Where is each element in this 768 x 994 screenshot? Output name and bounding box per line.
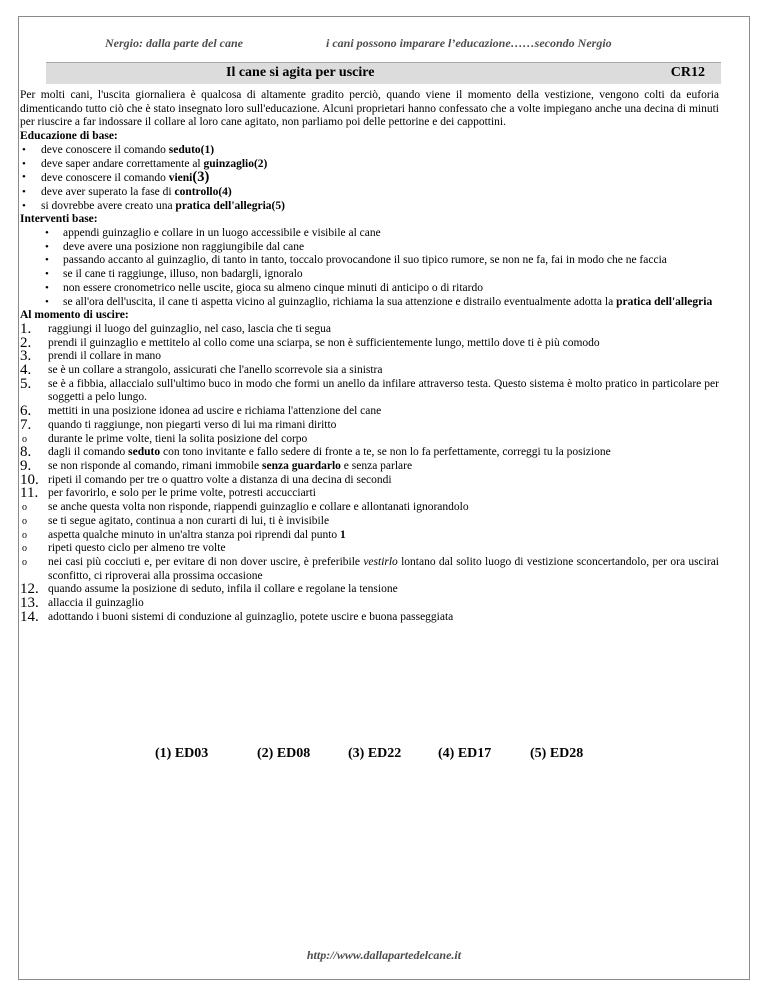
document-code: CR12 — [670, 65, 705, 80]
step-item: 2. prendi il guinzaglio e mettitelo al collo come una sciarpa, se non è sufficientemente lungo, mettilo dove ti è più comodo — [20, 334, 600, 351]
list-item: • si dovrebbe avere creato una pratica dell'allegria(5) — [20, 200, 719, 214]
reference-5: (5) ED28 — [530, 746, 584, 761]
sub-item: o se anche questa volta non risponde, riappendi guinzaglio e collare e allontanati ignorandolo — [20, 501, 719, 515]
reference-1: (1) ED03 — [155, 746, 209, 761]
sub-item: o nei casi più cocciuti e, per evitare di non dover uscire, è preferibile vestirlo lontano dal solito luogo di vestizione sconcertandolo, per ora uscirai sconfitto, ci riproverai alla prossima occasione — [20, 556, 719, 583]
reference-4: (4) ED17 — [438, 746, 492, 761]
sub-list — [20, 433, 719, 447]
list-item: • appendi guinzaglio e collare in un luogo accessibile e visibile al cane — [20, 227, 719, 241]
step-item: 13. allaccia il guinzaglio — [20, 595, 144, 612]
sub-item: o ripeti questo ciclo per almeno tre volte — [20, 542, 719, 556]
document-title: Il cane si agita per uscire — [226, 65, 375, 80]
list-steps — [20, 320, 719, 625]
step-item: 11. per favorirlo, e solo per le prime volte, potresti accucciarti o se anche questa volta non risponde, riappendi guinzaglio e collare e allontanati ignorandolo o se ti segue agitato, continua a non curarti di lui, ti è invisibile o aspetta qualche minuto in un'altra stanza poi riprendi dal punto 1 o ripeti questo ciclo per almeno tre volte o nei casi più cocciuti e, per evitare di non dover uscire, è preferibile vestirlo lontano dal solito luogo di vestizione sconcertandolo, per ora uscirai sconfitto, ci riproverai alla prossima occasione — [20, 487, 719, 583]
reference-3: (3) ED22 — [348, 746, 402, 761]
step-item: 1. raggiungi il luogo del guinzaglio, nel caso, lascia che ti segua — [20, 320, 331, 337]
step-item: 14. adottando i buoni sistemi di conduzione al guinzaglio, potete uscire e buona passeggiata — [20, 608, 454, 625]
reference-2: (2) ED08 — [257, 746, 311, 761]
list-item: • non essere cronometrico nelle uscite, gioca su almeno cinque minuti di anticipo o di ritardo — [20, 282, 719, 296]
heading-uscire: Al momento di uscire: — [20, 309, 129, 322]
list-item: • deve conoscere il comando seduto(1) — [20, 144, 719, 158]
step-item: 8. dagli il comando seduto con tono invitante e fallo sedere di fronte a te, se non lo fa perfettamente, correggi tu la posizione — [20, 444, 611, 461]
step-item: 5. se è a fibbia, allaccialo sull'ultimo buco in modo che formi un anello da infilare attraverso testa. Questo sistema è molto pratico in particolare per soggetti a pelo lungo. — [20, 375, 719, 404]
list-educazione — [20, 144, 719, 214]
intro-paragraph: Per molti cani, l'uscita giornaliera è qualcosa di altamente gradito perciò, quando viene il momento della vestizione, vengono colti da euforia dimenticando tutto ciò che è stato insegnato loro sull'educazione. Alcuni proprietari hanno confessato che a volte impiegano anche una decina di minuti per riuscire a far indossare il collare al loro cane agitato, non parliamo poi delle pettorine e dei cappottini. — [20, 89, 719, 129]
list-item: • se il cane ti raggiunge, illuso, non badargli, ignoralo — [20, 268, 719, 282]
list-item: • deve aver superato la fase di controllo(4) — [20, 186, 719, 200]
step-item: 9. se non risponde al comando, rimani immobile senza guardarlo e senza parlare — [20, 457, 413, 474]
list-item: • se all'ora dell'uscita, il cane ti aspetta vicino al guinzaglio, richiama la sua attenzione e distrailo eventualmente adotta la pratica dell'allegria — [20, 296, 719, 310]
sub-item: o durante le prime volte, tieni la solita posizione del corpo — [20, 433, 719, 447]
step-item: 3. prendi il collare in mano — [20, 348, 162, 365]
list-interventi — [20, 227, 719, 309]
heading-interventi: Interventi base: — [20, 213, 98, 226]
footer-url: http://www.dallapartedelcane.it — [306, 948, 462, 962]
document-body — [20, 89, 719, 624]
heading-educazione: Educazione di base: — [20, 130, 118, 143]
list-item: • passando accanto al guinzaglio, di tanto in tanto, toccalo provocandone il suo tipico rumore, se non ne fa, fai in modo che ne faccia — [20, 254, 719, 268]
step-item: 4. se è un collare a strangolo, assicurati che l'anello scorrevole sia a sinistra — [20, 362, 383, 379]
step-item: 10. ripeti il comando per tre o quattro volte a distanza di una decina di secondi — [20, 471, 392, 488]
title-bar — [46, 62, 721, 84]
step-item: 12. quando assume la posizione di seduto, infila il collare e regolane la tensione — [20, 581, 398, 598]
sub-list — [20, 501, 719, 583]
header-right: i cani possono imparare l’educazione……secondo Nergio — [326, 36, 612, 50]
list-item: • deve saper andare correttamente al guinzaglio(2) — [20, 158, 719, 172]
sub-item: o aspetta qualche minuto in un'altra stanza poi riprendi dal punto 1 — [20, 529, 719, 543]
sub-item: o se ti segue agitato, continua a non curarti di lui, ti è invisibile — [20, 515, 719, 529]
list-item: • deve avere una posizione non raggiungibile dal cane — [20, 241, 719, 255]
step-item: 6. mettiti in una posizione idonea ad uscire e richiama l'attenzione del cane — [20, 403, 382, 420]
list-item: • deve conoscere il comando vieni(3) — [20, 171, 719, 186]
step-item: 7. quando ti raggiunge, non piegarti verso di lui ma rimani diritto o durante le prime volte, tieni la solita posizione del corpo — [20, 419, 719, 446]
header-left: Nergio: dalla parte del cane — [105, 36, 243, 50]
